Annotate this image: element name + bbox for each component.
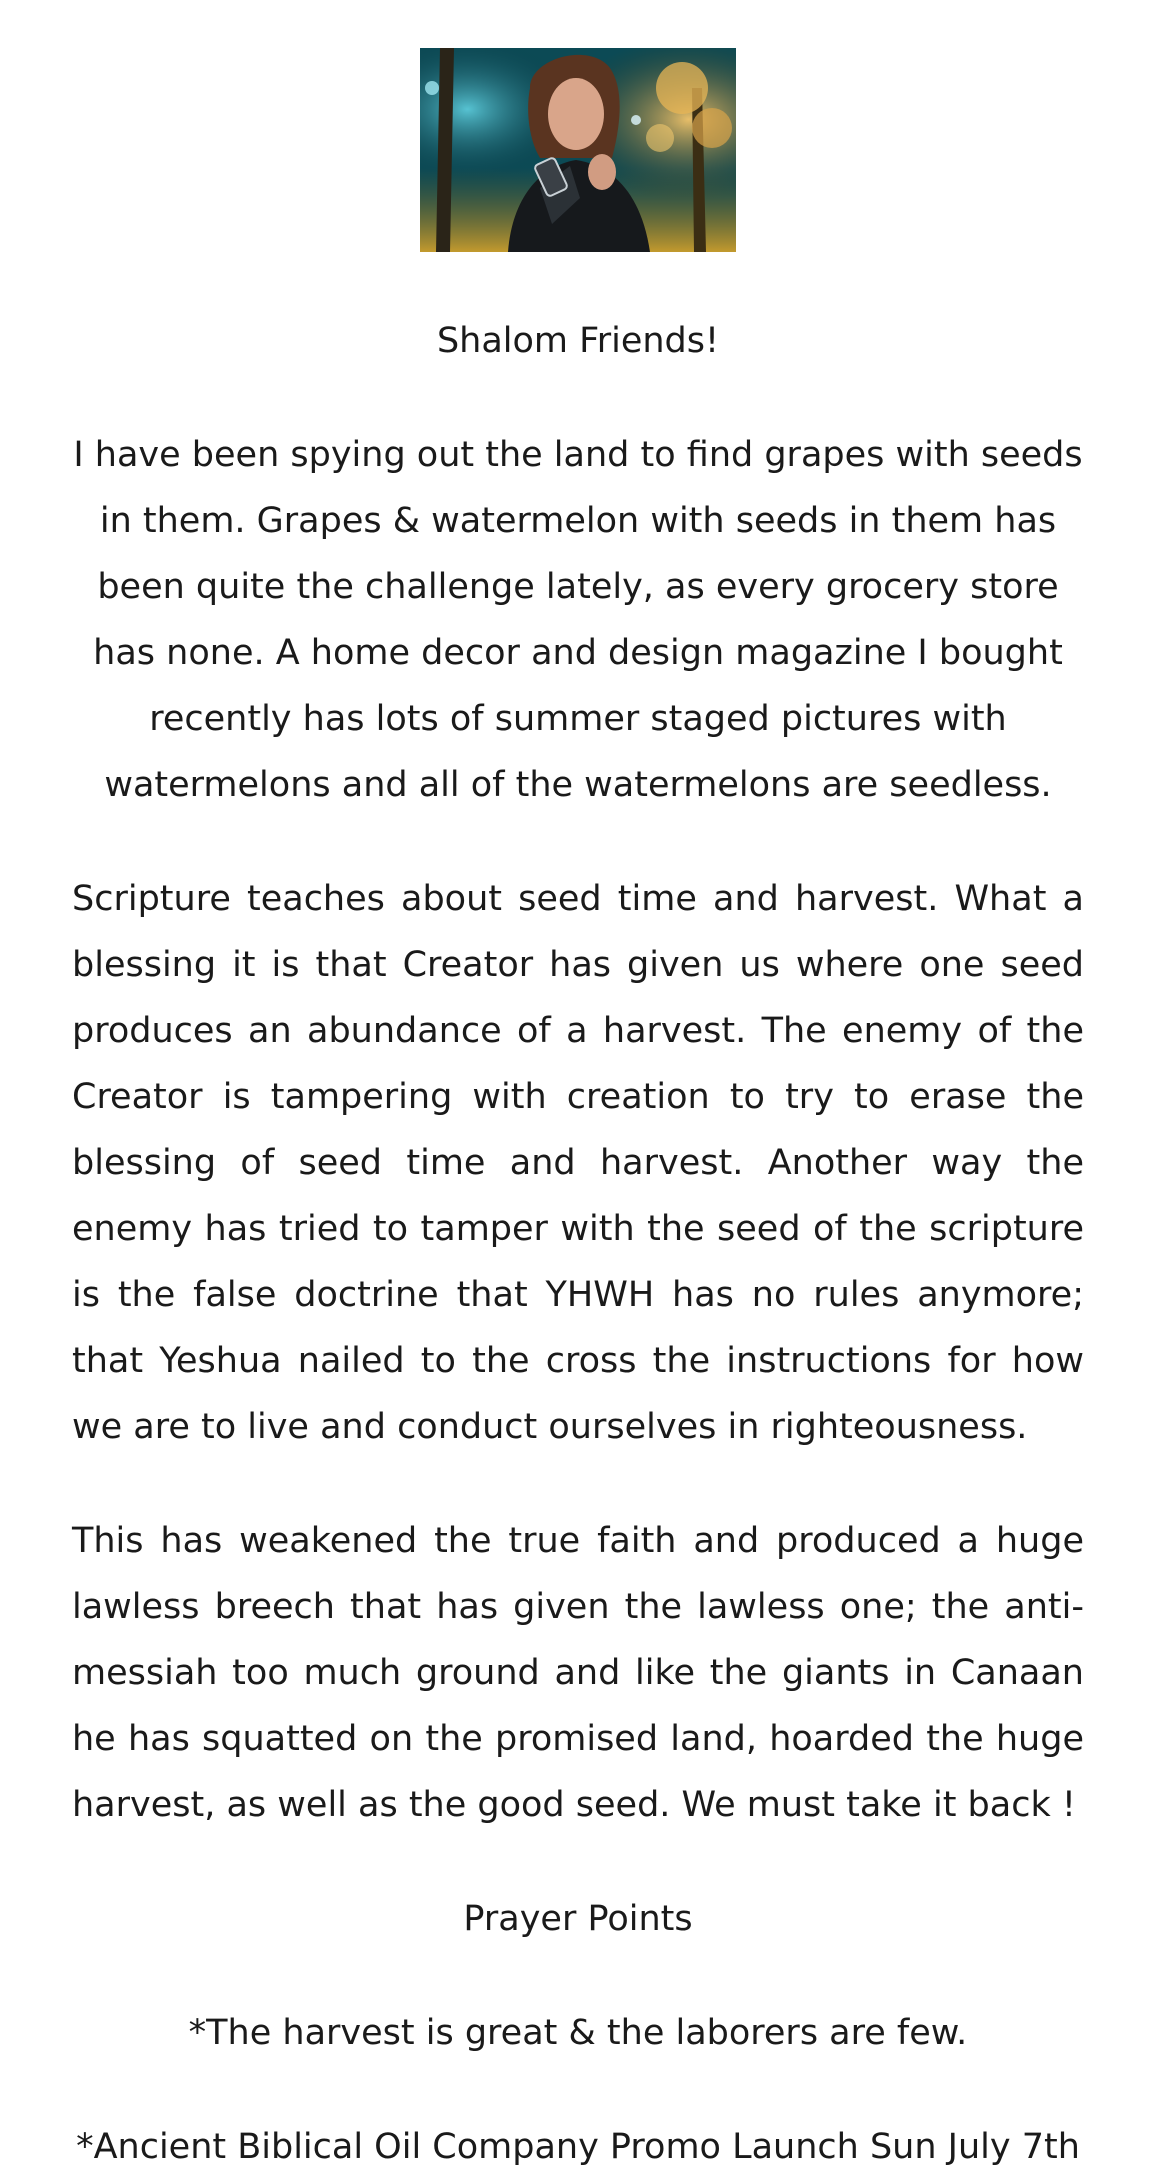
header-image-container <box>72 0 1084 252</box>
paragraph-1: I have been spying out the land to find grapes with seeds in them. Grapes & watermelon with seeds in them has been quite the challenge lately, as every grocery store has none. A home decor and design magazine I bought recently has lots of summer staged pictures with watermelons and all of the watermelons are seedless. <box>73 435 1083 805</box>
photo-illustration <box>420 48 736 252</box>
prayer-point-2: *Ancient Biblical Oil Company Promo Launch Sun July 7th <box>76 2127 1080 2167</box>
woman-portrait-photo <box>420 48 736 252</box>
prayer-point-1: *The harvest is great & the laborers are few. <box>188 2013 968 2053</box>
greeting-text: Shalom Friends! <box>436 321 720 361</box>
prayer-points-heading: Prayer Points <box>463 1899 693 1939</box>
paragraph-2: Scripture teaches about seed time and harvest. What a blessing it is that Creator has given us where one seed produces an abundance of a harvest. The enemy of the Creator is tampering with creation to try to erase the blessing of seed time and harvest. Another way the enemy has tried to tamper with the seed of the scripture is the false doctrine that YHWH has no rules anymore; that Yeshua nailed to the cross the instructions for how we are to live and conduct ourselves in righteousness. <box>72 879 1084 1447</box>
paragraph-3: This has weakened the true faith and produced a huge lawless breech that has given the lawless one; the anti-messiah too much ground and like the giants in Canaan he has squatted on the promised land, hoarded the huge harvest, as well as the good seed. We must take it back ! <box>72 1521 1084 1825</box>
